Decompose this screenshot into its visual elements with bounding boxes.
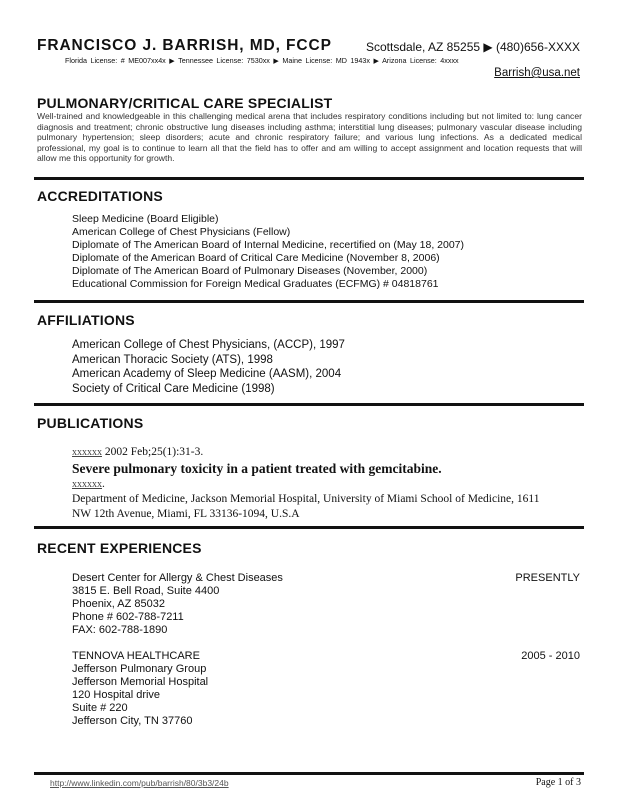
- page-number: Page 1 of 3: [535, 777, 581, 788]
- list-item: Educational Commission for Foreign Medical Graduates (ECFMG) # 04818761: [72, 278, 439, 290]
- job-line: Phone # 602-788-7211: [72, 611, 184, 623]
- contact-location-phone: Scottsdale, AZ 85255 ▶ (480)656-XXXX: [365, 40, 580, 54]
- coauthor-link[interactable]: xxxxxx: [72, 479, 102, 490]
- list-item: Sleep Medicine (Board Eligible): [72, 213, 219, 225]
- list-item: American Academy of Sleep Medicine (AASM), 2004: [72, 368, 342, 380]
- accreditations-title: ACCREDITATIONS: [37, 188, 163, 204]
- list-item: Diplomate of The American Board of Pulmonary Diseases (November, 2000): [72, 265, 428, 277]
- experiences-title: RECENT EXPERIENCES: [37, 540, 202, 556]
- publication-affiliation-line: Department of Medicine, Jackson Memorial Hospital, University of Miami School of Medicine, 1611: [72, 493, 540, 505]
- job-line: Jefferson City, TN 37760: [72, 715, 193, 727]
- job-line: TENNOVA HEALTHCARE: [72, 650, 200, 662]
- job-entry: [72, 572, 283, 637]
- list-item: American College of Chest Physicians, (ACCP), 1997: [72, 339, 345, 351]
- summary-text: Well-trained and knowledgeable in this challenging medical arena that includes respiratory conditions including but not limited to: lung cancer diagnosis and treatment; chronic obstructive lung diseases including asthma; interstitial lung diseases; pulmonary vascular disease including pulmonary hypertension; sleep disorders; acute and chronic respiratory failure; and various lung infections. As a dedicated medical professional, my goal is to continue to learn all that the field has to offer and am willing to accept assignment and location requests that will allow me this opportunity for growth.: [37, 111, 582, 163]
- job-line: 3815 E. Bell Road, Suite 4400: [72, 585, 220, 597]
- affiliations-list: [72, 338, 345, 396]
- linkedin-link[interactable]: http://www.linkedin.com/pub/barrish/80/3b3/24b: [50, 778, 229, 788]
- job-line: 120 Hospital drive: [72, 689, 161, 701]
- job-line: Phoenix, AZ 85032: [72, 598, 165, 610]
- publication-citation: [72, 445, 592, 460]
- author-link[interactable]: xxxxxx: [72, 447, 102, 458]
- medical-licenses: Florida License: # ME007xx4x ▶ Tennessee License: 7530xx ▶ Maine License: MD 1943x ▶ Arizona License: 4xxxx: [65, 56, 459, 65]
- list-item: American Thoracic Society (ATS), 1998: [72, 353, 273, 366]
- section-divider: [34, 403, 584, 406]
- section-divider: [34, 177, 584, 180]
- publication-affiliation-line: NW 12th Avenue, Miami, FL 33136-1094, U.S.A: [72, 508, 300, 520]
- job-line: Jefferson Memorial Hospital: [72, 676, 209, 688]
- coauthor-suffix: .: [102, 478, 105, 490]
- affiliations-title: AFFILIATIONS: [37, 312, 135, 328]
- job-line: Jefferson Pulmonary Group: [72, 663, 207, 675]
- list-item: Diplomate of the American Board of Critical Care Medicine (November 8, 2006): [72, 252, 440, 264]
- footer-divider: [34, 772, 584, 775]
- summary-title: PULMONARY/CRITICAL CARE SPECIALIST: [37, 95, 333, 111]
- list-item: Diplomate of The American Board of Internal Medicine, recertified on (May 18, 2007): [72, 239, 465, 251]
- candidate-name: FRANCISCO J. BARRISH, MD, FCCP: [37, 37, 332, 54]
- job-line: Suite # 220: [72, 702, 128, 714]
- accreditations-list: [72, 213, 464, 291]
- job-line: Desert Center for Allergy & Chest Diseases: [72, 572, 283, 584]
- job-period: PRESENTLY: [515, 572, 580, 584]
- publication-coauthor: [72, 477, 592, 492]
- list-item: American College of Chest Physicians (Fellow): [72, 226, 291, 238]
- job-line: FAX: 602-788-1890: [72, 624, 168, 636]
- job-entry: [72, 650, 208, 728]
- section-divider: [34, 526, 584, 529]
- publication-entry: [72, 445, 592, 522]
- section-divider: [34, 300, 584, 303]
- publication-title: Severe pulmonary toxicity in a patient treated with gemcitabine.: [72, 461, 442, 476]
- citation-reference: 2002 Feb;25(1):31-3.: [102, 446, 204, 458]
- publications-title: PUBLICATIONS: [37, 415, 144, 431]
- list-item: Society of Critical Care Medicine (1998): [72, 382, 275, 395]
- job-period: 2005 - 2010: [521, 650, 580, 662]
- email-link[interactable]: Barrish@usa.net: [494, 67, 580, 79]
